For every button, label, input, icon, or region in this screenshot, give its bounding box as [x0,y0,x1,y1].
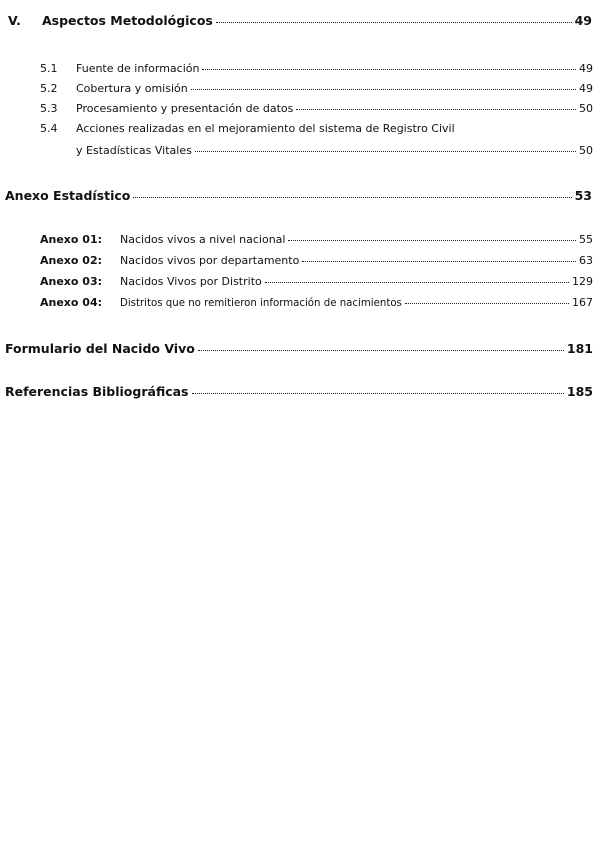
toc-title: Cobertura y omisión [76,82,188,95]
dot-leader [296,109,576,110]
toc-entry-anexo-01[interactable] [40,233,593,246]
toc-title: Referencias Bibliográficas [5,384,189,399]
toc-title: Anexo Estadístico [5,188,131,203]
dot-leader [302,261,576,262]
toc-page: 55 [579,233,593,246]
toc-title: Nacidos Vivos por Distrito [120,275,262,288]
toc-number: 5.2 [40,82,58,95]
toc-page: 50 [579,102,593,115]
dot-leader [202,69,576,70]
toc-page: 63 [579,254,593,267]
toc-title: Aspectos Metodológicos [42,13,213,28]
toc-number: 5.4 [40,122,58,135]
dot-leader [265,282,569,283]
toc-page: 50 [579,144,593,157]
toc-entry-anexo-02[interactable] [40,254,593,267]
toc-title: Acciones realizadas en el mejoramiento del sistema de Registro Civil [76,122,455,135]
toc-entry-cobertura-omision[interactable] [40,82,593,95]
toc-page: 49 [579,82,593,95]
dot-leader [216,22,572,23]
toc-page: 167 [572,296,593,309]
toc-entry-acciones-line2[interactable] [76,144,593,157]
dot-leader [405,303,569,304]
toc-page: 53 [574,188,592,203]
toc-entry-acciones-line1[interactable] [40,122,455,135]
toc-title: Nacidos vivos a nivel nacional [120,233,286,246]
dot-leader [133,197,571,198]
toc-page: 181 [566,341,593,356]
toc-entry-referencias[interactable] [5,384,593,399]
toc-number: V. [8,13,21,28]
toc-entry-anexo-03[interactable] [40,275,593,288]
toc-entry-anexo-04[interactable] [40,296,593,309]
dot-leader [191,89,576,90]
annex-label: Anexo 02: [40,254,102,267]
toc-page: 185 [566,384,593,399]
toc-title: Distritos que no remitieron información de nacimientos [120,298,402,309]
dot-leader [192,393,564,394]
annex-label: Anexo 03: [40,275,102,288]
annex-label: Anexo 01: [40,233,102,246]
dot-leader [195,151,576,152]
toc-title: Formulario del Nacido Vivo [5,341,195,356]
toc-entry-formulario[interactable] [5,341,593,356]
toc-entry-procesamiento[interactable] [40,102,593,115]
toc-title: Procesamiento y presentación de datos [76,102,294,115]
dot-leader [288,240,576,241]
annex-label: Anexo 04: [40,296,102,309]
toc-page: 129 [572,275,593,288]
toc-title: Fuente de información [76,62,200,75]
toc-page: 49 [579,62,593,75]
toc-entry-fuente-informacion[interactable] [40,62,593,75]
toc-title: y Estadísticas Vitales [76,144,192,157]
toc-number: 5.3 [40,102,58,115]
toc-page: 49 [574,13,592,28]
toc-entry-aspectos-metodologicos[interactable] [8,13,592,28]
toc-number: 5.1 [40,62,58,75]
dot-leader [198,350,564,351]
toc-title: Nacidos vivos por departamento [120,254,300,267]
toc-entry-anexo-estadistico[interactable] [5,188,592,203]
